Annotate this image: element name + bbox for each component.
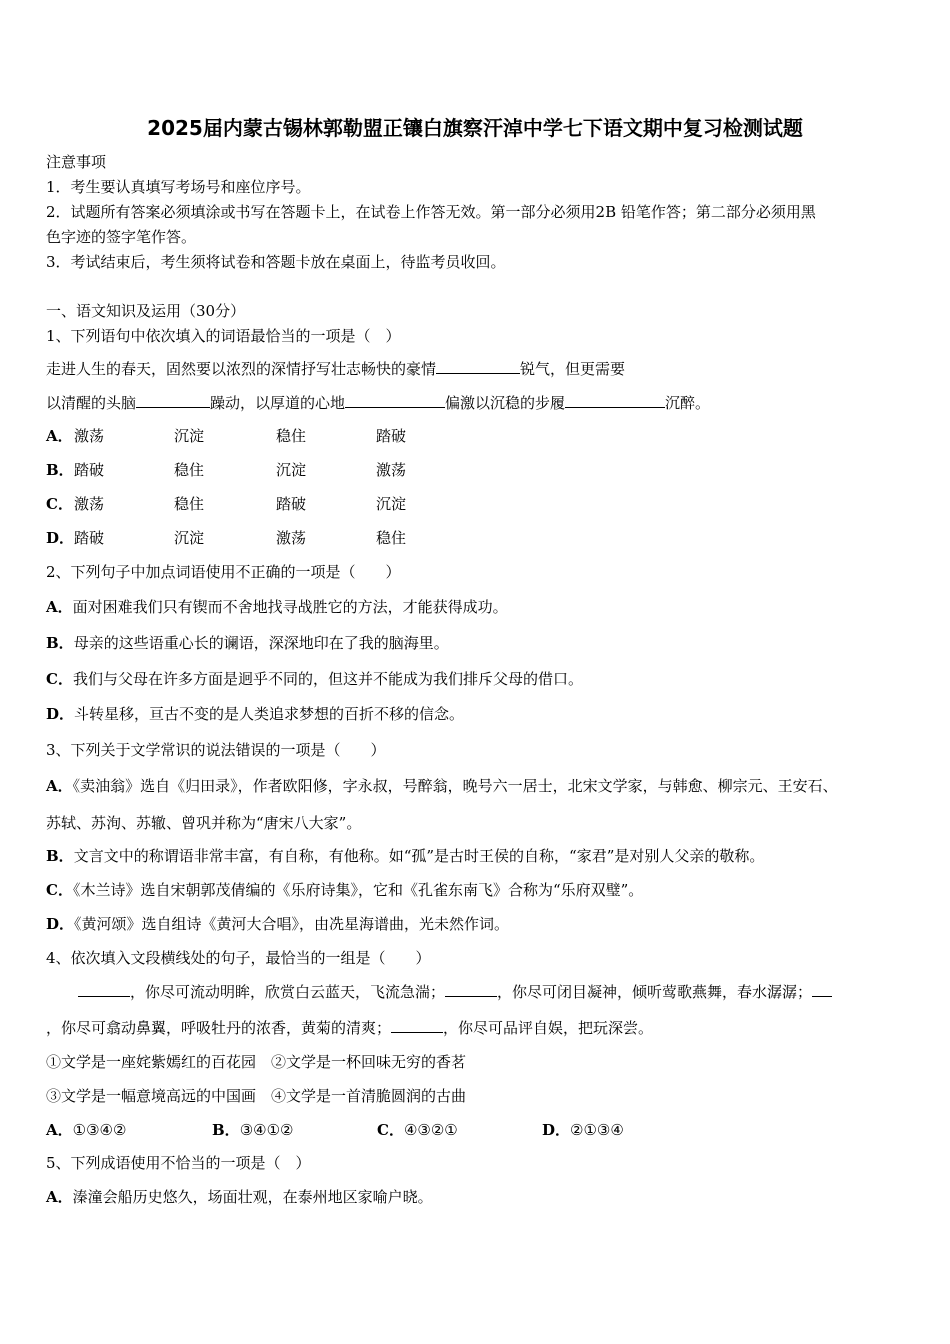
option-text: 《黄河颂》选自组诗《黄河大合唱》，由冼星海谱曲，光未然作词。 <box>74 915 510 933</box>
question-4-choices-1: ①文学是一座姹紫嫣红的百花园 ②文学是一杯回味无穷的香茗 <box>46 1053 467 1071</box>
option-label: A． <box>46 777 73 795</box>
answer-blank <box>78 982 130 997</box>
question-4-paragraph-1 <box>78 982 832 1002</box>
question-3-option-a[interactable] <box>46 776 838 796</box>
option-label: C． <box>46 495 73 513</box>
question-5-option-a[interactable] <box>46 1187 433 1207</box>
option-label: B． <box>46 847 74 865</box>
option-word: 激荡 <box>74 427 105 445</box>
question-1-line-2 <box>46 393 710 413</box>
option-label: A． <box>46 1121 73 1139</box>
notice-item: 色字迹的签字笔作答。 <box>46 228 197 246</box>
option-label: D． <box>46 915 75 933</box>
option-label: B． <box>46 634 74 652</box>
question-4-paragraph-2 <box>46 1018 653 1038</box>
option-word: 激荡 <box>74 495 105 513</box>
option-label: A． <box>46 427 73 445</box>
option-label: B． <box>212 1121 240 1139</box>
option-label: B． <box>46 461 74 479</box>
option-word: 沉淀 <box>174 529 205 547</box>
q4-text: ，你尽可流动明眸，欣赏白云蓝天，飞流急湍； <box>130 983 446 1001</box>
option-text: ①③④② <box>72 1121 127 1139</box>
question-5-stem: 5、下列成语使用不恰当的一项是（ ） <box>46 1154 311 1172</box>
answer-blank <box>436 359 520 374</box>
question-3-option-a-cont <box>46 813 361 833</box>
question-4-choices-2: ③文学是一幅意境高远的中国画 ④文学是一首清脆圆润的古曲 <box>46 1087 467 1105</box>
option-text: ③④①② <box>239 1121 294 1139</box>
option-label: A． <box>46 1188 73 1206</box>
question-2-option-a[interactable] <box>46 597 508 617</box>
option-text: 母亲的这些语重心长的谰语，深深地印在了我的脑海里。 <box>73 634 449 652</box>
option-label: C． <box>46 670 73 688</box>
option-word: 激荡 <box>276 529 307 547</box>
answer-blank <box>391 1018 443 1033</box>
option-text: 文言文中的称谓语非常丰富，有自称，有他称。如“孤”是古时王侯的自称，“家君”是对别人父亲的敬称。 <box>73 847 765 865</box>
option-label: D． <box>542 1121 571 1139</box>
option-text: 我们与父母在许多方面是迥乎不同的，但这并不能成为我们排斥父母的借口。 <box>72 670 583 688</box>
option-word: 踏破 <box>74 529 105 547</box>
option-text: 苏轼、苏洵、苏辙、曾巩并称为“唐宋八大家”。 <box>46 814 362 832</box>
question-3-option-c[interactable] <box>46 880 643 900</box>
option-word: 稳住 <box>174 495 205 513</box>
answer-blank <box>345 393 445 408</box>
option-word: 稳住 <box>376 529 407 547</box>
q4-text: ，你尽可闭目凝神，倾听莺歌燕舞，春水潺潺； <box>497 983 813 1001</box>
answer-blank <box>812 982 832 997</box>
question-2-option-c[interactable] <box>46 669 583 689</box>
option-word: 踏破 <box>74 461 105 479</box>
question-3-option-d[interactable] <box>46 914 509 934</box>
q1-text: 躁动，以厚道的心地 <box>210 394 346 412</box>
answer-blank <box>565 393 665 408</box>
option-word: 沉淀 <box>276 461 307 479</box>
q1-text: 走进人生的春天，固然要以浓烈的深情抒写壮志畅快的豪情 <box>46 360 437 378</box>
option-word: 踏破 <box>376 427 407 445</box>
option-text: ④③②① <box>403 1121 458 1139</box>
q4-text: ，你尽可翕动鼻翼，呼吸牡丹的浓香，黄菊的清爽； <box>46 1019 392 1037</box>
notice-heading: 注意事项 <box>46 153 107 171</box>
section-heading: 一、语文知识及运用（30分） <box>46 302 246 320</box>
answer-blank <box>445 982 497 997</box>
option-text: 溱潼会船历史悠久，场面壮观，在泰州地区家喻户晓。 <box>72 1188 433 1206</box>
question-1-line-1 <box>46 359 625 379</box>
question-4-option-b[interactable] <box>212 1120 293 1140</box>
q1-text: 以清醒的头脑 <box>46 394 137 412</box>
notice-item: 3．考试结束后，考生须将试卷和答题卡放在桌面上，待监考员收回。 <box>46 253 506 271</box>
option-word: 稳住 <box>276 427 307 445</box>
option-text: 《木兰诗》选自宋朝郭茂倩编的《乐府诗集》，它和《孔雀东南飞》合称为“乐府双璧”。 <box>72 881 644 899</box>
question-3-option-b[interactable] <box>46 846 764 866</box>
option-text: 《卖油翁》选自《归田录》，作者欧阳修，字永叔，号醉翁，晚号六一居士，北宋文学家，与韩愈、柳宗元、王安石、 <box>72 777 838 795</box>
question-2-stem: 2、下列句子中加点词语使用不正确的一项是（ ） <box>46 563 401 581</box>
q1-text: 偏激以沉稳的步履 <box>445 394 566 412</box>
option-word: 踏破 <box>276 495 307 513</box>
notice-item: 1．考生要认真填写考场号和座位序号。 <box>46 178 311 196</box>
option-text: 面对困难我们只有锲而不舍地找寻战胜它的方法，才能获得成功。 <box>72 598 508 616</box>
question-4-option-d[interactable] <box>542 1120 624 1140</box>
option-text: 斗转星移，亘古不变的是人类追求梦想的百折不移的信念。 <box>74 705 465 723</box>
option-label: D． <box>46 705 75 723</box>
option-label: C． <box>46 881 73 899</box>
question-1-stem: 1、下列语句中依次填入的词语最恰当的一项是（ ） <box>46 327 401 345</box>
question-4-option-c[interactable] <box>377 1120 458 1140</box>
question-3-stem: 3、下列关于文学常识的说法错误的一项是（ ） <box>46 741 386 759</box>
option-word: 稳住 <box>174 461 205 479</box>
question-4-option-a[interactable] <box>46 1120 126 1140</box>
option-label: D． <box>46 529 75 547</box>
q1-text: 锐气，但更需要 <box>520 360 626 378</box>
question-2-option-b[interactable] <box>46 633 449 653</box>
page-title: 2025届内蒙古锡林郭勒盟正镶白旗察汗淖中学七下语文期中复习检测试题 <box>147 116 803 140</box>
question-2-option-d[interactable] <box>46 704 464 724</box>
option-label: C． <box>377 1121 404 1139</box>
q1-text: 沉醉。 <box>665 394 711 412</box>
option-text: ②①③④ <box>570 1121 624 1139</box>
question-4-stem: 4、依次填入文段横线处的句子，最恰当的一组是（ ） <box>46 949 431 967</box>
q4-text: ，你尽可品评自娱，把玩深尝。 <box>443 1019 654 1037</box>
notice-item: 2．试题所有答案必须填涂或书写在答题卡上，在试卷上作答无效。第一部分必须用2B 铅笔作答；第二部分必须用黑 <box>46 203 816 221</box>
option-word: 沉淀 <box>376 495 407 513</box>
answer-blank <box>136 393 210 408</box>
option-word: 激荡 <box>376 461 407 479</box>
option-label: A． <box>46 598 73 616</box>
option-word: 沉淀 <box>174 427 205 445</box>
